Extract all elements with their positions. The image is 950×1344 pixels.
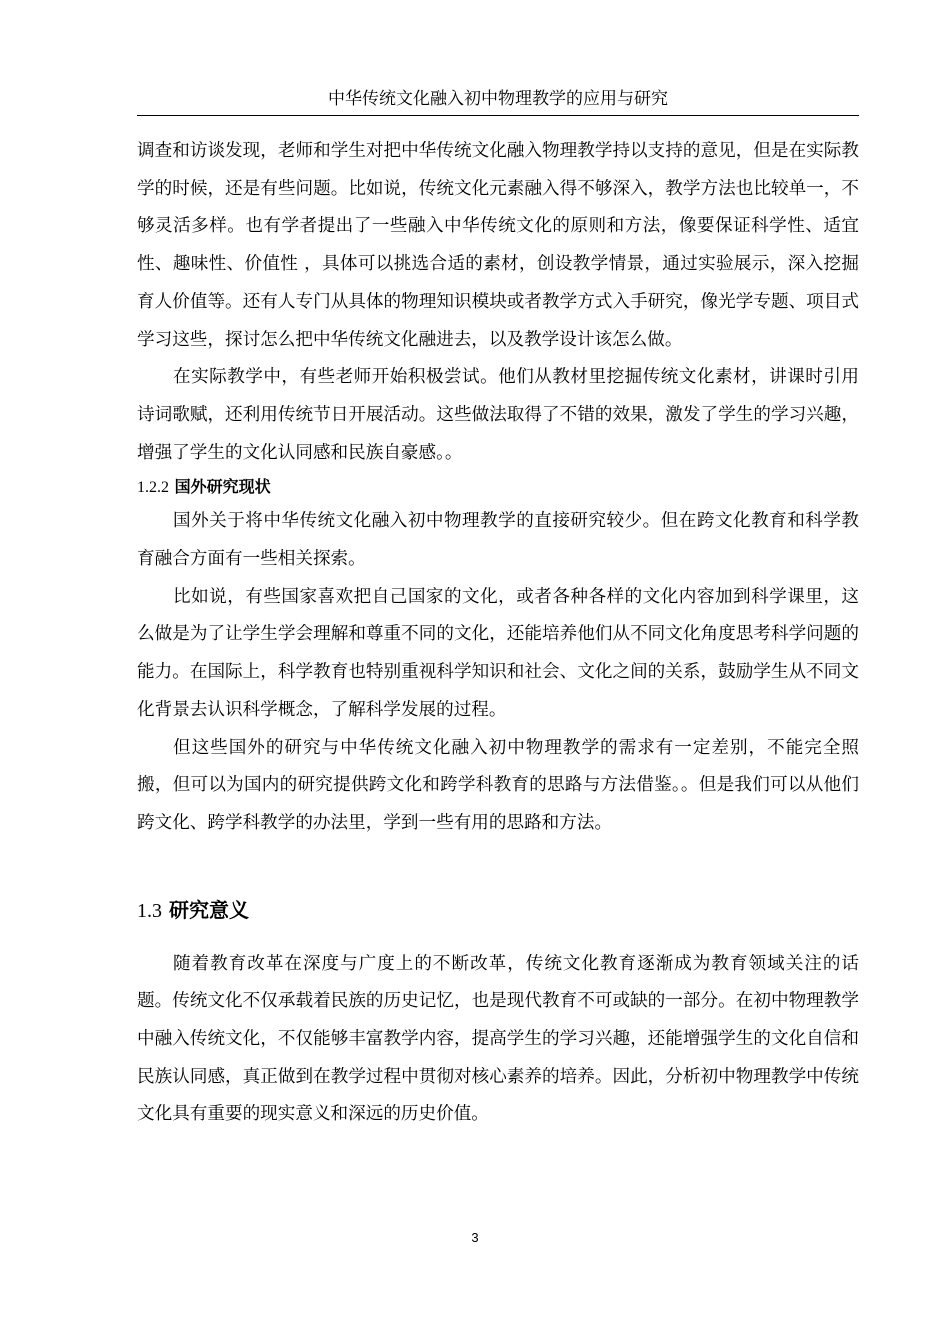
body-paragraph: 随着教育改革在深度与广度上的不断改革，传统文化教育逐渐成为教育领域关注的话题。传统文化不仅承载着民族的历史记忆，也是现代教育不可或缺的一部分。在初中物理教学中融入传统文化，不仅能够丰富教学内容，提高学生的学习兴趣，还能增强学生的文化自信和民族认同感，真正做到在教学过程中贯彻对核心素养的培养。因此，分析初中物理教学中传统文化具有重要的现实意义和深远的历史价值。 (137, 953, 859, 1125)
section-number: 1.3 (137, 899, 162, 922)
page-body (137, 133, 859, 1134)
subsection-heading (137, 472, 859, 503)
body-paragraph: 但这些国外的研究与中华传统文化融入初中物理教学的需求有一定差别，不能完全照搬，但可以为国内的研究提供跨文化和跨学科教育的思路与方法借鉴。。但是我们可以从他们跨文化、跨学科教学的办法里，学到一些有用的思路和方法。 (137, 737, 859, 833)
page-number: 3 (471, 1230, 479, 1245)
page-header (137, 84, 859, 116)
body-paragraph: 在实际教学中，有些老师开始积极尝试。他们从教材里挖掘传统文化素材，讲课时引用诗词歌赋，还利用传统节日开展活动。这些做法取得了不错的效果，激发了学生的学习兴趣，增强了学生的文化认同感和民族自豪感。。 (137, 367, 859, 463)
body-paragraph: 调查和访谈发现，老师和学生对把中华传统文化融入物理教学持以支持的意见，但是在实际教学的时候，还是有些问题。比如说，传统文化元素融入得不够深入，教学方法也比较单一，不够灵活多样。也有学者提出了一些融入中华传统文化的原则和方法，像要保证科学性、适宜性、趣味性、价值性 ，具体可以挑选合适的素材，创设教学情景，通过实验展示，深入挖掘育人价值等。还有人专门从具体的物理知识模块或者教学方式入手研究，像光学专题、项目式学习这些，探讨怎么把中华传统文化融进去，以及教学设计该怎么做。 (137, 141, 859, 350)
header-title: 中华传统文化融入初中物理教学的应用与研究 (328, 89, 668, 109)
section-heading (137, 895, 859, 926)
subsection-number: 1.2.2 (137, 479, 169, 497)
body-paragraph: 比如说，有些国家喜欢把自己国家的文化，或者各种各样的文化内容加到科学课里，这么做是为了让学生学会理解和尊重不同的文化，还能培养他们从不同文化角度思考科学问题的能力。在国际上，科学教育也特别重视科学知识和社会、文化之间的关系，鼓励学生从不同文化背景去认识科学概念，了解科学发展的过程。 (137, 586, 859, 720)
section-title: 研究意义 (168, 897, 249, 922)
subsection-title: 国外研究现状 (174, 477, 271, 497)
body-paragraph: 国外关于将中华传统文化融入初中物理教学的直接研究较少。但在跨文化教育和科学教育融合方面有一些相关探索。 (137, 511, 859, 570)
